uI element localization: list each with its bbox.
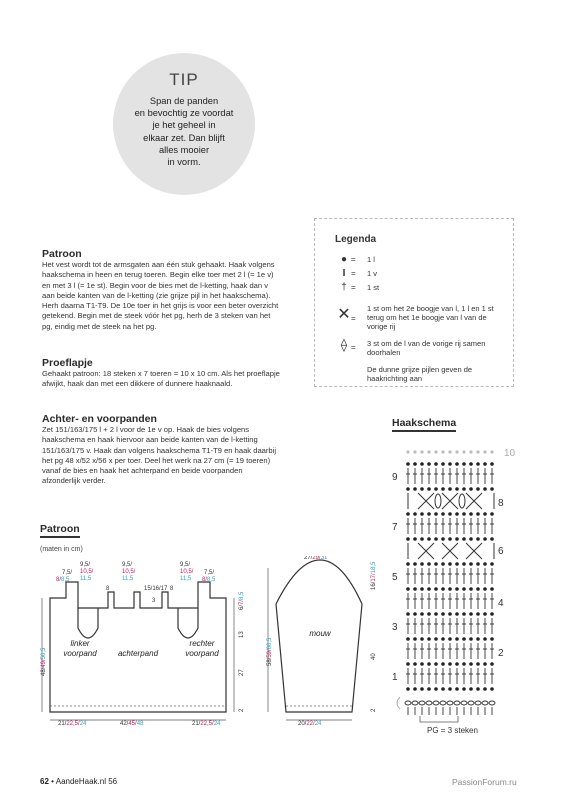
section-heading: Proeflapje [42,357,93,369]
chain-dot [455,512,459,516]
chain-dot [420,450,423,453]
chain-dot [462,687,466,691]
chain-dot [490,512,494,516]
measure-top: 8/8,5 [202,577,216,583]
chain-dot [441,487,445,491]
diagram-subtitle: (maten in cm) [40,546,83,553]
chain-dot [476,462,480,466]
chain-dot [490,587,494,591]
chain-dot [455,687,459,691]
cross-stitch [442,493,458,509]
chain-dot [406,487,410,491]
cross-stitch [418,543,434,559]
measure-bottom: 42/45/48 [120,721,144,726]
chain-dot [469,462,473,466]
measure-top: 10,5/ [122,569,136,575]
measure-27: 27 [239,669,245,676]
pattern-schematic [36,556,382,726]
legend-text: 3 st om de l van de vorige rij samen doorhalen [367,339,486,357]
chain-dot [476,662,480,666]
row-number: 6 [498,546,504,557]
chain-dot [469,512,473,516]
legend-text: 1 l [367,255,375,264]
chain-dot [413,512,417,516]
chain-dot-icon: ● [340,254,348,265]
direction-arrow [397,697,400,709]
measure-2: 2 [371,708,377,712]
cluster [435,494,441,508]
chain-dot [427,462,431,466]
chain-dot [413,637,417,641]
chain-dot [448,662,452,666]
legend-text: De dunne grijze pijlen geven de haakrichting aan [367,365,473,383]
section-body: Zet 151/163/175 l + 2 l voor de 1e v op. Haak de bies volgens haakschema en haak hiervoor aan beide kanten van de l-ketting 151/163/175 v. Haak dan volgens haakschema T1-T9 en haak daarbij het pg 48 x/52 x/56 x per toer. Deel het werk na 27 cm (= 19 toeren) vanaf de bies en haak het achterpand en beide voorpanden afzonderlijk verder. [42,425,277,486]
chain-dot [420,637,424,641]
chain-dot [427,637,431,641]
chain-dot [441,562,445,566]
chain-dot [441,462,445,466]
chain-dot [420,612,424,616]
chain-oval [433,701,439,705]
chain-dot [420,512,424,516]
chain-dot [427,537,431,541]
chain-dot [441,662,445,666]
chain-dot [490,612,494,616]
chain-dot [455,462,459,466]
chain-dot [476,512,480,516]
chain-dot [483,587,487,591]
chain-dot [420,687,424,691]
chain-dot [413,462,417,466]
chain-dot [483,450,486,453]
tip-text [119,95,249,168]
pg-bracket [420,716,458,722]
haakschema-title: Haakschema [392,417,456,432]
chain-dot [490,662,494,666]
chain-dot [434,637,438,641]
chain-dot [469,637,473,641]
chain-dot [476,612,480,616]
chain-dot [490,450,493,453]
chain-dot [406,637,410,641]
tip-line: je het geheel in [152,120,216,131]
chain-oval [461,701,467,705]
chain-dot [455,662,459,666]
chain-dot [420,462,424,466]
chain-dot [413,450,416,453]
chain-dot [462,450,465,453]
measure-40: 40 [371,653,377,660]
legend-text: 1 st om het 2e boogje van l, 1 l en 1 st terug om het 1e boogje van l van de vorige rij [367,304,494,331]
chain-dot [448,587,452,591]
chain-dot [448,612,452,616]
chain-dot [420,487,424,491]
legend-eq: = [351,314,356,323]
chain-oval [419,701,425,705]
chain-dot [476,487,480,491]
tip-line: in vorm. [167,157,201,168]
chain-dot [462,637,466,641]
chain-dot [427,612,431,616]
chain-dot [469,487,473,491]
chain-dot [406,462,410,466]
chain-dot [441,537,445,541]
measure-top: 11,5 [180,576,192,582]
chain-oval [489,701,495,705]
chain-dot [427,562,431,566]
measure-sleeve-cap: 16/17/18,5 [371,561,377,590]
chain-dot [490,487,494,491]
section-heading: Achter- en voorpanden [42,413,157,425]
chain-dot [406,587,410,591]
chain-dot [420,562,424,566]
cluster [459,494,465,508]
measure-top: 9,5/ [180,562,191,568]
legend-eq: = [351,255,356,264]
tip-title: TIP [169,70,199,89]
chain-oval [454,701,460,705]
chain-dot [413,537,417,541]
row-number: 7 [392,522,398,533]
single-crochet-icon: I [342,268,346,279]
chain-dot [462,462,466,466]
chain-dot [441,687,445,691]
chain-dot [476,687,480,691]
cross-stitch-icon: ✕ [337,306,351,323]
legend-eq: = [351,269,356,278]
measure-sleeve-top: 27/29/31 [304,556,328,561]
chain-dot [413,612,417,616]
legend-eq: = [351,343,356,352]
chain-dot [413,562,417,566]
tip-line: alles mooier [158,144,210,155]
measure-2: 2 [239,708,245,712]
measure-sleeve-side: 58/59/60,5 [267,637,273,666]
row-number: 3 [392,622,398,633]
chain-dot [490,637,494,641]
chain-dot [469,612,473,616]
measure-top: 9,5/ [122,562,133,568]
chain-dot [462,662,466,666]
measure-top: 7,5/ [204,570,215,576]
measure-13: 13 [239,631,245,638]
chain-dot [476,450,479,453]
chain-dot [462,487,466,491]
chain-dot [476,637,480,641]
row-number: 2 [498,648,504,659]
chain-dot [406,537,410,541]
tip-line: Span de panden [149,96,219,106]
measure-top: 11,5 [122,576,134,582]
label-back: achterpand [117,649,159,658]
haakschema-chart [386,436,526,726]
chain-dot [448,462,452,466]
chain-dot [434,462,438,466]
row-number: 1 [392,672,398,683]
measure-top: 7,5/ [62,570,73,576]
cross-stitch [418,493,434,509]
row-number: 4 [498,598,504,609]
chain-oval [426,701,432,705]
label-sleeve: mouw [309,629,331,638]
chain-dot [434,450,437,453]
chain-dot [483,562,487,566]
footer-sep: • [51,777,54,786]
chain-dot [434,662,438,666]
chain-dot [469,587,473,591]
label-left-front-2: voorpand [63,649,97,658]
chain-dot [469,562,473,566]
measure-8: 8 [106,586,110,592]
measure-top: 10,5/ [80,569,94,575]
chain-dot [441,612,445,616]
cluster-icon: ⟠ [340,337,348,352]
watermark: PassionForum.ru [452,777,517,787]
chain-dot [462,587,466,591]
chain-dot [476,537,480,541]
measure-bottom: 21/22,5/24 [192,721,221,726]
chain-dot [462,562,466,566]
measure-3: 3 [152,598,156,604]
legend-title: Legenda [335,234,377,245]
chain-dot [448,687,452,691]
chain-oval [412,701,418,705]
section-body: Gehaakt patroon: 18 steken x 7 toeren = 10 x 10 cm. Als het proeflapje afwijkt, haak dan met een dikkere of dunnere haaknaald. [42,369,280,389]
chain-dot [469,450,472,453]
chain-dot [483,462,487,466]
row-number: 8 [498,498,504,509]
chain-dot [434,487,438,491]
chain-dot [462,537,466,541]
chain-oval [482,701,488,705]
pg-label: PG = 3 steken [427,726,478,735]
chain-dot [434,687,438,691]
chain-dot [420,537,424,541]
legend-eq: = [351,283,356,292]
measure-top: 9,5/ [80,562,91,568]
chain-dot [406,662,410,666]
measure-top: 11,5 [80,576,92,582]
row-number: 10 [504,448,516,459]
chain-dot [427,587,431,591]
chain-dot [406,450,409,453]
row-number: 5 [392,572,398,583]
chain-dot [490,537,494,541]
label-right-front-1: rechter [189,639,215,648]
diagram-title: Patroon [40,523,80,538]
measure-side-left: 48/49/50,5 [41,647,47,676]
legend-text: 1 st [367,283,380,292]
chain-dot [434,612,438,616]
chain-dot [420,662,424,666]
chain-dot [406,562,410,566]
cross-stitch [466,493,482,509]
chain-dot [434,562,438,566]
chain-dot [455,612,459,616]
armhole-left [78,608,98,638]
measure-small-side: 6/7/8,5 [239,591,245,610]
chain-dot [434,537,438,541]
cross-stitch [466,543,482,559]
chain-dot [413,662,417,666]
armhole-right [178,608,198,638]
chain-dot [469,687,473,691]
chain-dot [483,687,487,691]
chain-dot [441,587,445,591]
chain-dot [469,537,473,541]
chain-dot [406,612,410,616]
footer-source: AandeHaak.nl 56 [55,777,118,786]
chain-dot [448,512,452,516]
chain-dot [490,462,494,466]
chain-dot [490,687,494,691]
chain-dot [413,687,417,691]
label-right-front-2: voorpand [185,649,219,658]
chain-dot [448,562,452,566]
chain-dot [406,687,410,691]
chain-dot [483,487,487,491]
chain-dot [441,512,445,516]
chain-dot [469,662,473,666]
chain-oval [405,701,411,705]
chain-dot [483,537,487,541]
chain-dot [448,450,451,453]
measure-top: 10,5/ [180,569,194,575]
chain-dot [455,537,459,541]
chain-dot [413,587,417,591]
chain-dot [483,637,487,641]
chain-dot [434,587,438,591]
chain-dot [427,450,430,453]
chain-oval [447,701,453,705]
chain-dot [455,637,459,641]
chain-dot [455,450,458,453]
chain-dot [448,487,452,491]
chain-dot [434,512,438,516]
measure-bottom: 20/22/24 [298,721,322,726]
measure-8: 8 [170,586,174,592]
chain-dot [476,587,480,591]
cross-stitch [442,543,458,559]
chain-dot [427,687,431,691]
chain-dot [462,512,466,516]
chain-oval [475,701,481,705]
chain-dot [427,512,431,516]
chain-dot [406,512,410,516]
section-heading: Patroon [42,248,82,260]
chain-dot [455,487,459,491]
legend-text: 1 v [367,269,378,278]
chain-dot [490,562,494,566]
stitch-cross-icon: † [341,282,347,293]
chain-dot [441,450,444,453]
row-number: 9 [392,472,398,483]
chain-dot [427,487,431,491]
section-body: Het vest wordt tot de armsgaten aan één stuk gehaakt. Haak volgens haakschema in heen en terug toeren. Begin elke toer met 2 l (= 1e v) en met 3 l (= 1e st). Begin voor de bies met de l-ketting, haak dan v aan beide kanten van de l-ketting (zie grijze pijl in het haakschema). Herh daarna T1-T9. De 10e toer in het grijs is voor een beter overzicht getekend. Begin met de steek vóór het pg, herh de 3 steken van het pg, eindig met de steek na het pg. [42,260,279,331]
chain-dot [483,612,487,616]
chain-dot [462,612,466,616]
chain-dot [483,512,487,516]
legend-box [314,218,514,387]
chain-dot [448,537,452,541]
chain-dot [413,487,417,491]
chain-dot [427,662,431,666]
chain-dot [476,562,480,566]
measure-15: 15/16/17 [144,586,168,592]
measure-top: 8/8,5 [56,577,70,583]
page-number: 62 [40,777,49,786]
tip-line: en bevochtig ze voordat [134,108,234,119]
measure-bottom: 21/22,5/24 [58,721,87,726]
chain-dot [420,587,424,591]
chain-oval [468,701,474,705]
chain-dot [483,662,487,666]
chain-dot [448,637,452,641]
footer [40,777,117,786]
label-left-front-1: linker [70,639,90,648]
chain-oval [440,701,446,705]
chain-dot [455,562,459,566]
chain-dot [441,637,445,641]
tip-line: elkaar zet. Dan blijft [143,132,225,143]
tip-circle [113,53,255,195]
chain-dot [455,587,459,591]
